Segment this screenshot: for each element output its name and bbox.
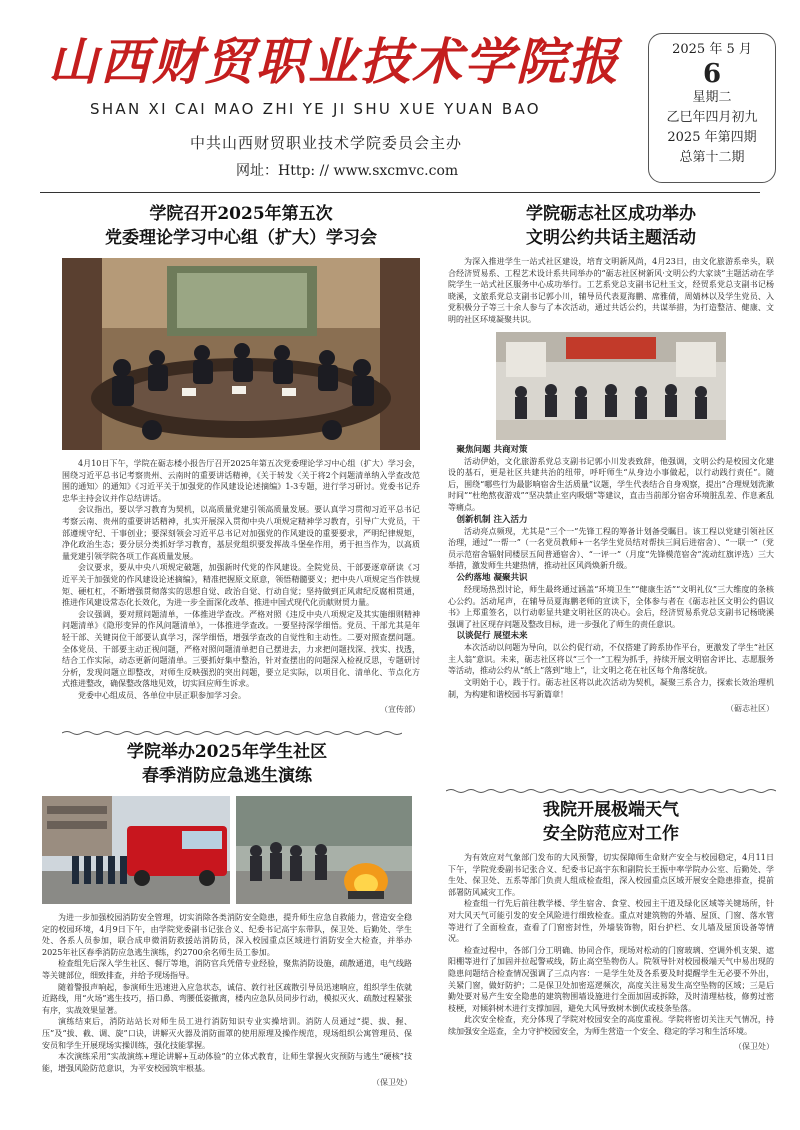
article-body: 为进一步加强校园消防安全管理，切实消除各类消防安全隐患，提升师生应急自救能力，营造安全稳定的校园环境，4月9日下午，由学院党委副书记张合义、纪委书记高宇东带队，保卫处、后勤处、学生处、各系人员参加，联合成申微消防救援站消防员，深入校园重点区域进行消防安全大检查，并举办2025年社区春季消防应急逃生演练，约2700余名师生员工参加。 检查组先后深入学生社区、餐厅等地，消防官兵凭借专业经验，聚焦消防设施，疏散通道，电气线路等关键部位，细致排查，并给予现场指导。 随着警报声响起，参演师生迅速进入应急状态，诚信、敦行社区疏散引导员迅速响应，组织学生依就近路线，用“火场”逃生技巧，捂口鼻、弯腰低姿撤离，楼内应急队员同步行动，模拟灭火、疏散过程紧张有序，实战效果显著。 演练结束后，消防站站长对师生员工进行消防知识专业实操培训。消防人员通过“提、拔、握、压”及“拔、截、调、旋”口诀，讲解灭火器及消防面罩的使用原理及操作规范，现场组织公寓管理员、保安员和学生开展现场实操训练，强化技能掌握。 本次演练采用“实战演练+理论讲解+互动体验”的立体式教育，让师生掌握火灾预防与逃生“硬核”技能，增强风险防范意识，为平安校园筑牢根基。 xyxy=(42,913,412,1073)
article-theory-study xyxy=(62,202,420,715)
newspaper-title: 山西财贸职业技术学院报 xyxy=(48,32,620,91)
date-weekday: 星期二 xyxy=(692,90,732,105)
meeting-photo xyxy=(62,258,420,450)
article-byline: （保卫处） xyxy=(734,1041,774,1051)
masthead xyxy=(0,0,800,190)
article-civility-pact xyxy=(448,202,774,714)
fire-truck-photo xyxy=(42,796,230,904)
total-issue: 总第十二期 xyxy=(679,150,745,165)
article-body: 为有效应对气象部门发布的大风预警，切实保障师生命财产安全与校园稳定，4月11日下午，学院党委副书记张合义、纪委书记高宇东和副院长王振中率学院办公室、后勤处、学生处、保卫处、五系等部门负责人组成检查组，深入校园重点区域开展安全隐患排查，提前部署防风减灾工作。 检查组一行先后前往教学楼、学生宿舍、食堂、校园主干道及绿化区域等关键场所，针对大风天气可能引发的安全风险进行细致检查。重点对建筑物的外墙、屋顶、门窗、落水管等进行了全面检查，查看了门窗密封性，外墙装饰物，阳台护栏、女儿墙及屋顶设备等情况。 检查过程中，各部门分工明确、协同合作，现场对松动的门窗玻璃、空调外机支架、遮阳棚等进行了加固并拉起警戒线，防止高空坠物伤人。院领导针对校园极端天气中易出现的隐患问题结合检查情况强调了三点内容：一是学生处及各系要及时提醒学生无必要不外出，关紧门窗，做好防护；二是保卫处加密巡逻频次，高度关注易发生高空坠物的区域；三是后勤处要对易产生安全隐患的建筑物围墙设施进行全面加固或拆除，及时清理枯枝，修剪过密枝梗，对倾斜树木进行支撑加固，避免大风导致树木倒伏或枝条坠落。 此次安全检查，充分体现了学院对校园安全的高度重视。学院将密切关注天气情况，持续加强安全巡查，全力守护校园安全，为师生营造一个安全、稳定的学习和生活环境。 xyxy=(448,853,774,1036)
date-year-month: 2025 年 5 月 xyxy=(672,42,752,57)
article-byline: （砺志社区） xyxy=(726,704,774,714)
article-body: 4月10日下午，学院在砺志楼小报告厅召开2025年第五次党委理论学习中心组（扩大）学习会，围绕习近平总书记考察贵州、云南时的重要讲话精神，《关于转发〈关于将2个问题清单纳入学查改范围的通知〉的通知》《习近平关于加强党的作风建设论述摘编》1-3专题，进行学习研讨。党委书记乔忠华主持会议并作总结讲话。 会议指出，要以学习教育为契机，以高质量党建引领高质量发展。要认真学习贯彻习近平总书记考察云南、贵州的重要讲话精神，扎实开展深入贯彻中央八项规定精神学习教育，引导广大党员，干部遵规守纪、干事创业；要深刻领会习近平总书记对加强党的作风建设的重要要求，严明纪律规矩，净化政治生态；要分层分类抓好学习教育，基层党组织要发挥战斗堡垒作用，勇于担当作为，以高质量党建引领学院各项工作高质量发展。 会议要求，要从中央八项规定破题，加强新时代党的作风建设。全院党员、干部要逐章研读《习近平关于加强党的作风建设论述摘编》，精准把握原文原意，领悟精髓要义；把中央八项规定当作铁规矩、硬杠杠，不断增强贯彻落实的思想自觉、政治自觉、行动自觉；坚持做到正风肃纪反腐相贯通，推进作风建设常态化长效化，为进一步全面深化改革、推进中国式现代化贡献财贸力量。 会议强调，要对照问题清单，一体推进学查改。严格对照《违反中央八项规定及其实施细则精神问题清单》《隐形变异的作风问题清单》，一体推进学查改。一要坚持深学细悟。党员、干部尤其是年轻干部、关键岗位干部要认真学习，深学细悟，增强学查改的自觉性和主动性。二要对照查摆问题。全体党员、干部要主动正视问题，严格对照问题清单把自己摆进去，力求把问题找深、找实、找透，结合工作实际，动态更新问题清单。三要抓好集中整治，针对查摆出的问题深入检视反思，专题研讨分析，发现问题立即整改，对师生反映强烈的突出问题，要立足实际，以项目化、清单化、节点化方式推进整改，确保整改落地见效，切实回应师生诉求。 党委中心组成员、各单位中层正职参加学习会。 xyxy=(62,459,420,700)
website-line: 网址：Http: // www.sxcmvc.com xyxy=(236,163,459,179)
wavy-divider xyxy=(62,730,402,736)
article-byline: （保卫处） xyxy=(372,1078,412,1088)
article-fire-drill xyxy=(42,740,412,1088)
article-extreme-weather xyxy=(448,798,774,1052)
article-headline: 学院召开2025年第五次 党委理论学习中心组（扩大）学习会 xyxy=(105,204,377,248)
date-lunar: 乙巳年四月初九 xyxy=(666,110,758,125)
fire-drill-photos xyxy=(42,796,412,904)
article-headline: 我院开展极端天气 安全防范应对工作 xyxy=(543,800,679,844)
issue-number: 2025 年第四期 xyxy=(667,130,757,145)
date-box xyxy=(648,33,776,183)
wavy-divider xyxy=(446,788,776,794)
community-photo xyxy=(496,332,726,440)
newspaper-pinyin: SHAN XI CAI MAO ZHI YE JI SHU XUE YUAN BAO xyxy=(90,100,541,118)
article-body: 聚焦问题 共商对策 活动伊始，文化旅游系党总支副书记郭小川发表致辞，他强调，文明公约是校园文化建设的基石，更是社区共建共治的纽带，呼吁师生“从身边小事做起，以行动践行责任”。随后，围绕“哪些行为最影响宿舍生活质量”议题，学生代表结合自身观察，提出“合理规划洗漱时间”“杜绝熬夜游戏”“坚决禁止室内吸烟”等建议，直击当前部分宿舍环境脏乱差、作息紊乱等痛点。 创新机制 注入活力 活动亮点频现，尤其是“三个一”先锋工程的筹备计划备受瞩目。该工程以党建引领社区治理，通过“一帮一”（一名党员教师+一名学生党员结对帮扶三间后进宿舍）、“一联一”（党员示范宿舍辐射同楼层五间普通宿舍）、“一评一”（月度“先锋模范宿舍”流动红旗评选）三大举措，激发师生共建热情，推动社区风尚焕新升级。 公约落地 凝聚共识 经现场热烈讨论，师生最终通过涵盖“环境卫生”“健康生活”“文明礼仪”三大维度的条核心公约。活动尾声，在辅导员夏海鹏老师的宣读下，全体参与者在《砺志社区文明公约倡议书》上郑重签名，以行动彰显共建文明社区的决心。会后，经济贸易系党总支副书记杨晓溪强调了社区现存问题及整改目标，进一步强化了师生的责任意识。 以谈促行 展望未来 本次活动以问题为导向，以公约促行动，不仅搭建了跨系协作平台，更激发了学生“社区主人翁”意识。未来，砺志社区将以“三个一”工程为抓手，持续开展文明宿舍评比、志愿服务等活动，推动公约从“纸上”落到“地上”，让文明之花在社区每个角落绽放。 文明始于心，践于行。砺志社区将以此次活动为契机，凝聚三系合力，探索长效治理机制，为构建和谐校园书写新篇章！ xyxy=(448,444,774,699)
article-byline: （宣传部） xyxy=(380,705,420,715)
article-headline: 学院砺志社区成功举办 文明公约共话主题活动 xyxy=(526,204,696,248)
masthead-rule xyxy=(40,192,760,193)
article-headline: 学院举办2025年学生社区 春季消防应急逃生演练 xyxy=(126,742,328,786)
fire-extinguisher-photo xyxy=(236,796,412,904)
sponsor-line: 中共山西财贸职业技术学院委员会主办 xyxy=(190,134,463,152)
date-day: 6 xyxy=(702,59,722,89)
article-intro: 为深入推进学生一站式社区建设，培育文明新风尚，4月23日，由文化旅游系牵头，联合经济贸易系、工程艺术设计系共同举办的“砺志社区树新风·文明公约大家谈”主题活动在学院学生一站式社区服务中心成功举行。工艺系党总支副书记杜玉文，经贸系党总支副书记杨晓溪，文旅系党总支副书记郭小川，辅导员代表夏海鹏、席雅倩，周婧林以及学生党员、入党积极分子等三十余人参与了本次活动，通过共话公约，共谋举措，为打造整洁、健康、文明的社区环境凝聚共识。 xyxy=(448,257,774,324)
